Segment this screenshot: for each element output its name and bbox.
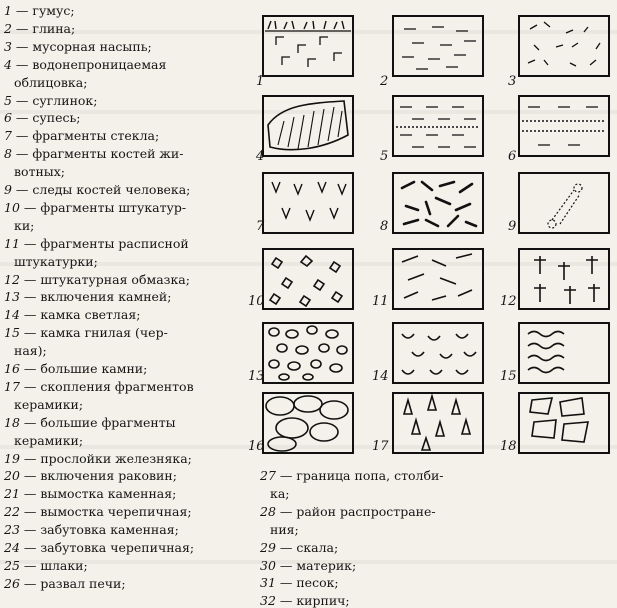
sample-number: 6 [508, 149, 517, 164]
sample-box-glass [262, 172, 354, 234]
legend-entry [4, 379, 194, 394]
sample-number: 4 [256, 149, 265, 164]
legend-text: — вымостка каменная; [19, 486, 177, 502]
legend-text: ка; [270, 485, 290, 501]
legend-number: 2 [4, 20, 12, 36]
sample-box-clay [392, 15, 484, 77]
legend-entry [4, 236, 189, 251]
sample-number: 16 [248, 439, 265, 454]
legend-number: 11 [4, 235, 20, 251]
legend-number: 24 [4, 540, 20, 555]
legend-text: — штукатурная обмазка; [19, 271, 190, 287]
legend-number: 32 [260, 593, 276, 608]
legend-text: — фрагменты расписной [19, 235, 189, 251]
legend-text: — водонепроницаемая [11, 56, 167, 72]
legend-text: ки; [14, 217, 35, 233]
legend-number: 23 [4, 522, 20, 538]
legend-number: 8 [4, 146, 12, 162]
legend-number: 1 [4, 3, 12, 18]
legend-entry [4, 576, 126, 591]
legend-text: ния; [270, 521, 299, 537]
legend-entry [4, 558, 88, 573]
legend-number: 13 [4, 289, 20, 305]
legend-entry-continuation [270, 486, 289, 501]
legend-entry-continuation [270, 522, 299, 537]
legend-entry [4, 451, 192, 466]
legend-text: — шлаки; [19, 557, 88, 573]
legend-number: 14 [4, 307, 20, 323]
legend-text: — граница попа, столби- [275, 468, 444, 483]
legend-text: — глина; [11, 20, 76, 36]
sample-box-human-bones [518, 172, 610, 234]
legend-number: 28 [260, 503, 276, 519]
legend-entry [4, 110, 81, 125]
legend-entry [4, 3, 75, 18]
legend-text: вотных; [14, 164, 66, 180]
legend-text: керамики; [14, 396, 84, 412]
legend-entry-continuation [14, 75, 87, 90]
legend-number: 6 [4, 110, 12, 126]
sample-box-loam [392, 95, 484, 157]
legend-entry [260, 575, 339, 590]
legend-number: 26 [4, 575, 20, 591]
legend-text: — песок; [275, 575, 339, 591]
legend-entry [4, 39, 152, 54]
legend-entry [4, 307, 140, 322]
legend-entry [4, 415, 176, 430]
legend-entry-continuation [14, 433, 83, 448]
legend-number: 18 [4, 414, 20, 430]
legend-text: — забутовка черепичная; [19, 540, 195, 555]
legend-number: 21 [4, 486, 20, 502]
legend-text: — мусорная насыпь; [11, 38, 152, 54]
sample-number: 18 [500, 439, 517, 454]
legend-text: ная); [14, 343, 47, 359]
sample-box-painted-plaster [392, 248, 484, 310]
legend-entry [4, 540, 194, 555]
sample-number: 5 [380, 149, 389, 164]
legend-number: 12 [4, 271, 20, 287]
legend-number: 29 [260, 539, 276, 555]
legend-number: 30 [260, 557, 276, 573]
legend-text: — район распростране- [275, 503, 436, 519]
legend-entry [4, 325, 168, 340]
legend-entry-continuation [14, 397, 83, 412]
sample-box-light-kamka [392, 322, 484, 384]
legend-text: — включения камней; [19, 289, 172, 305]
sample-number: 9 [508, 219, 517, 234]
legend-entry [260, 468, 444, 483]
legend-entry [260, 558, 356, 573]
legend-entry [4, 468, 177, 483]
legend-text: — супесь; [11, 110, 81, 126]
legend-text: — включения раковин; [19, 468, 177, 484]
legend-text: — следы костей человека; [11, 182, 191, 197]
legend-entry [4, 146, 184, 161]
sample-number: 7 [256, 219, 265, 234]
sample-box-humus [262, 15, 354, 77]
sample-box-sandy-loam [518, 95, 610, 157]
legend-entry [4, 289, 171, 304]
sample-number: 13 [248, 369, 265, 384]
legend-number: 9 [4, 182, 12, 197]
sample-box-debris [518, 15, 610, 77]
sample-box-plaster [262, 248, 354, 310]
legend-entry [4, 361, 147, 376]
legend-number: 25 [4, 557, 20, 573]
legend-number: 16 [4, 361, 20, 376]
legend-text: — скопления фрагментов [19, 378, 194, 394]
sample-box-animal-bones [392, 172, 484, 234]
sample-number: 15 [500, 369, 517, 384]
legend-number: 19 [4, 450, 20, 466]
legend-text: — забутовка каменная; [19, 522, 179, 538]
legend-text: — скала; [275, 539, 339, 555]
legend-text: — фрагменты костей жи- [11, 146, 184, 162]
legend-text: облицовка; [14, 74, 88, 90]
legend-text: — развал печи; [19, 575, 126, 591]
sample-box-large-ceramic [518, 392, 610, 454]
sample-box-plaster-coating [518, 248, 610, 310]
legend-text: — фрагменты стекла; [11, 128, 160, 144]
sample-number: 2 [380, 74, 389, 89]
legend-entry [4, 93, 97, 108]
legend-entry [260, 504, 436, 519]
legend-entry [4, 57, 166, 72]
legend-text: — гумус; [11, 3, 75, 18]
legend-number: 10 [4, 199, 20, 215]
sample-number: 17 [372, 439, 389, 454]
legend-entry [260, 540, 338, 555]
legend-number: 3 [4, 38, 12, 54]
legend-entry [4, 504, 192, 519]
sample-number: 14 [372, 369, 389, 384]
legend-entry [4, 182, 190, 197]
legend-number: 15 [4, 325, 20, 341]
legend-text: керамики; [14, 432, 84, 448]
legend-number: 20 [4, 468, 20, 484]
legend-entry-continuation [14, 218, 34, 233]
legend-text: — вымостка черепичная; [19, 504, 192, 520]
sample-number: 3 [508, 74, 517, 89]
legend-number: 27 [260, 468, 276, 483]
legend-entry [4, 21, 75, 36]
legend-entry-continuation [14, 254, 98, 269]
legend-entry [4, 128, 159, 143]
sample-box-ceramic-clusters [392, 392, 484, 454]
legend-text: штукатурки; [14, 253, 98, 269]
legend-number: 22 [4, 504, 20, 520]
legend-entry [4, 486, 176, 501]
legend-number: 7 [4, 128, 12, 144]
sample-number: 1 [256, 74, 265, 89]
legend-text: — фрагменты штукатур- [19, 199, 187, 215]
sample-number: 8 [380, 219, 389, 234]
legend-text: — камка светлая; [19, 307, 141, 323]
legend-text: — прослойки железняка; [19, 450, 192, 466]
legend-number: 5 [4, 92, 12, 108]
sample-box-rotten-kamka [518, 322, 610, 384]
legend-text: — большие фрагменты [19, 414, 176, 430]
legend-text: — камка гнилая (чер- [19, 325, 168, 341]
legend-text: — кирпич; [275, 593, 350, 608]
legend-text: — материк; [275, 557, 357, 573]
sample-number: 12 [500, 294, 517, 309]
sample-box-large-stones [262, 392, 354, 454]
legend-text: — большие камни; [19, 361, 148, 376]
sample-number: 10 [248, 294, 265, 309]
legend-entry [4, 200, 186, 215]
legend-entry [4, 522, 179, 537]
sample-box-waterproof-lining [262, 95, 354, 157]
sample-box-stone-inclusions [262, 322, 354, 384]
legend-entry [4, 272, 190, 287]
legend-number: 4 [4, 56, 12, 72]
legend-entry-continuation [14, 343, 47, 358]
legend-number: 17 [4, 378, 20, 394]
legend-number: 31 [260, 575, 276, 591]
legend-entry-continuation [14, 164, 65, 179]
legend-text: — суглинок; [11, 92, 98, 108]
sample-number: 11 [372, 294, 389, 309]
